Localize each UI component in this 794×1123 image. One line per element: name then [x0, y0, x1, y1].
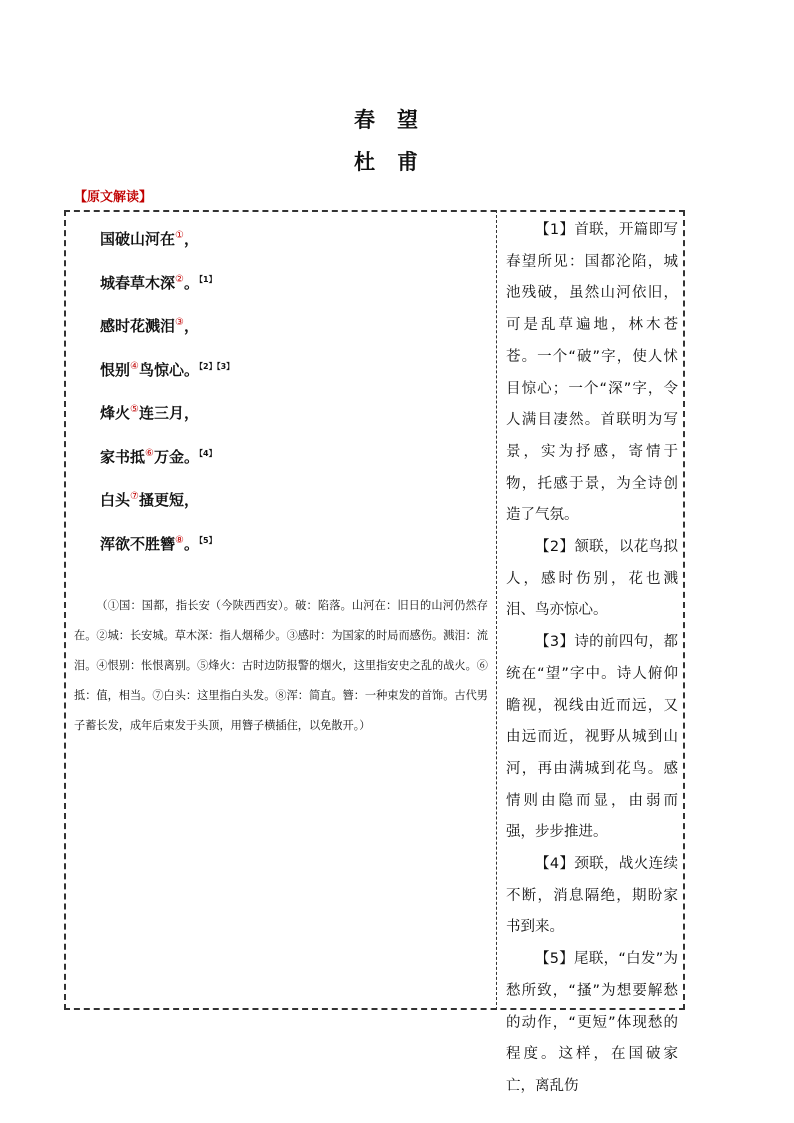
poem-line: 城春草木深②。$^{【1】}$: [100, 273, 217, 292]
column-divider: [496, 210, 497, 1010]
poem-line: 浑欲不胜簪⑧。$^{【5】}$: [100, 534, 217, 553]
poem-line: 恨别④鸟惊心。$^{【2】【3】}$: [100, 360, 235, 379]
analysis-paragraph: 【5】尾联，“白发”为愁所致，“搔”为想要解愁的动作，“更短”体现愁的程度。这样，在国破家亡，离乱伤: [506, 951, 678, 1094]
poem-line: 家书抵⑥万金。$^{【4】}$: [100, 447, 217, 466]
poem-line: 白头⑦搔更短，: [100, 491, 200, 509]
analysis-paragraph: 【4】颈联，战火连续不断，消息隔绝，期盼家书到来。: [506, 856, 678, 936]
poem-line: 国破山河在①，: [100, 230, 199, 248]
analysis-paragraph: 【3】诗的前四句，都统在“望”字中。诗人俯仰瞻视，视线由近而远，又由远而近，视野从城到山河，再由满城到花鸟。感情则由隐而显，由弱而强，步步推进。: [506, 634, 678, 841]
annotation-notes: （①国：国都，指长安（今陕西西安）。破：陷落。山河在：旧日的山河仍然存在。②城：长安城。草木深：指人烟稀少。③感时：为国家的时局而感伤。溅泪：流泪。④恨别：怅恨离别。⑤烽火：古时边防报警的烟火，这里指安史之乱的战火。⑥抵：值，相当。⑦白头：这里指白头发。⑧浑：简直。簪：一种束发的首饰。古代男子蓄长发，成年后束发于头顶，用簪子横插住，以免散开。）: [74, 599, 488, 732]
author-name: 杜甫: [354, 149, 440, 174]
poem-line: 烽火⑤连三月，: [100, 404, 200, 422]
analysis-paragraph: 【2】颔联，以花鸟拟人，感时伤别，花也溅泪、鸟亦惊心。: [506, 539, 678, 619]
poem-line: 感时花溅泪③，: [100, 317, 199, 335]
poem-text: [100, 226, 480, 574]
analysis-paragraph: 【1】首联，开篇即写春望所见：国都沦陷，城池残破，虽然山河依旧，可是乱草遍地，林木苍苍。一个“破”字，使人怵目惊心；一个“深”字，令人满目凄然。首联明为写景，实为抒感，寄情于物，托感于景，为全诗创造了气氛。: [506, 222, 678, 524]
analysis-column: [506, 215, 678, 1103]
section-label: 【原文解读】: [74, 190, 153, 205]
page-title: 春望: [354, 107, 440, 132]
